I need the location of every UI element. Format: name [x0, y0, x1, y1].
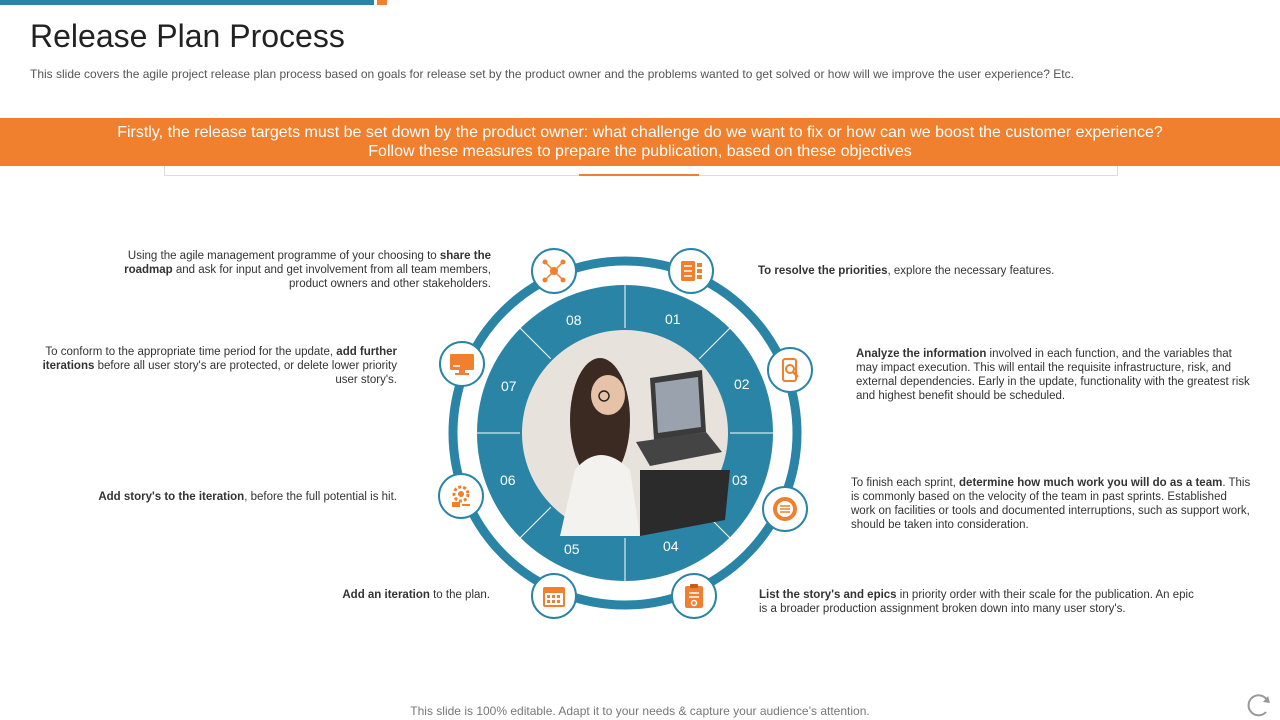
step-number-08: 08	[566, 312, 582, 328]
footer-note: This slide is 100% editable. Adapt it to your needs & capture your audience’s attention.	[410, 704, 870, 718]
step-04-description: List the story's and epics in priority order with their scale for the publication. An epic is a broader production assignment broken down into many user story's.	[759, 589, 1194, 615]
step-03-description: To finish each sprint, determine how much work you will do as a team. This is commonly based on the velocity of the team in past sprints. Established work on facilities or tools and documented interruptions, such as support work, should be taken into consideration.	[851, 477, 1251, 531]
step-number-02: 02	[734, 376, 750, 392]
step-number-05: 05	[564, 541, 580, 557]
refresh-icon[interactable]	[1244, 690, 1274, 720]
step-07-description: To conform to the appropriate time period for the update, add further iterations before all user story's are protected, or delete lower priority user story's.	[42, 346, 397, 386]
target-list-icon	[762, 486, 808, 532]
step-08-description: Using the agile management programme of your choosing to share the roadmap and ask for input and get involvement from all team members, product owners and other stakeholders.	[124, 250, 491, 290]
clipboard-icon	[671, 573, 717, 619]
step-02-description: Analyze the information involved in each function, and the variables that may impact execution. This will entail the requisite infrastructure, risk, and external dependencies. Early in the update, functionality with the greatest risk and highest benefit should be scheduled.	[856, 348, 1250, 402]
step-06-description: Add story's to the iteration, before the full potential is hit.	[98, 491, 397, 503]
page-title: Release Plan Process	[30, 18, 345, 54]
mobile-search-icon	[767, 347, 813, 393]
step-number-03: 03	[732, 472, 748, 488]
step-number-06: 06	[500, 472, 516, 488]
step-05-description: Add an iteration to the plan.	[342, 589, 490, 601]
banner-line-1: Firstly, the release targets must be set down by the product owner: what challenge do we want to fix or how can we boost the customer experience?	[117, 124, 1163, 141]
step-number-01: 01	[665, 311, 681, 327]
page-subtitle: This slide covers the agile project release plan process based on goals for release set by the product owner and the problems wanted to get solved or how will we improve the user experience? Etc.	[30, 67, 1074, 81]
step-01-description: To resolve the priorities, explore the necessary features.	[758, 265, 1055, 277]
network-icon	[531, 248, 577, 294]
checklist-icon	[668, 248, 714, 294]
calendar-icon	[531, 573, 577, 619]
step-number-07: 07	[501, 378, 517, 394]
gear-settings-icon	[438, 473, 484, 519]
step-number-04: 04	[663, 538, 679, 554]
monitor-icon	[439, 341, 485, 387]
banner-line-2: Follow these measures to prepare the publication, based on these objectives	[368, 143, 912, 160]
